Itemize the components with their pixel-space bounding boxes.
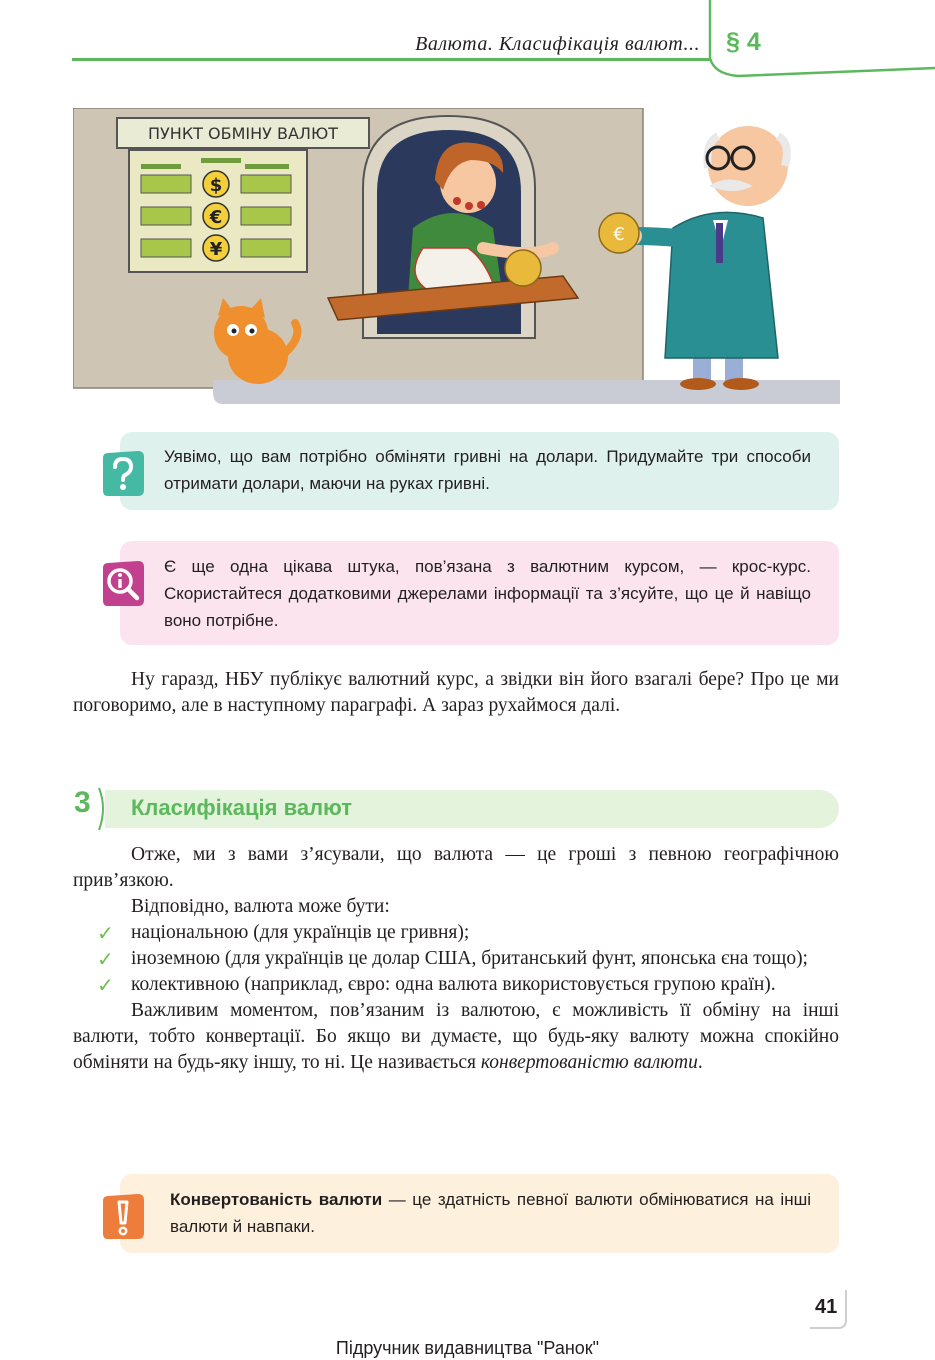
section-body (73, 842, 839, 1076)
euro-sign-icon: € (209, 207, 223, 228)
list-item-text: національною (для українців це гривня); (131, 922, 470, 943)
definition-body: — це здатність певної валюти обмінюватися на інші валюти й навпаки. (170, 1190, 811, 1236)
checkmark-icon: ✓ (97, 973, 114, 997)
definition-box (120, 1174, 839, 1253)
list-item (73, 946, 839, 972)
info-search-icon (99, 560, 147, 608)
question-box (120, 432, 839, 510)
body-paragraph-3-text: Важливим моментом, пов’язаним із валютою, є можливість її обміну на інші валюти, тобто конвертації. Бо якщо ви думаєте, що будь-яку валюту можна спокійно обміняти на будь-яку іншу, то ні. Це називається (73, 1000, 839, 1073)
list-item (73, 920, 839, 946)
list-item (73, 972, 839, 998)
question-text: Уявімо, що вам потрібно обміняти гривні на долари. Придумайте три способи отримати долари, маючи на руках гривні. (164, 447, 811, 493)
paragraph-label: § 4 (726, 28, 761, 56)
euro-coin-icon: € (613, 224, 625, 245)
header-rule (72, 58, 712, 61)
list-item-text: іноземною (для українців це долар США, британський фунт, японська єна тощо); (131, 948, 808, 969)
checkmark-icon: ✓ (97, 921, 114, 945)
info-text: Є ще одна цікава штука, пов’язана з валютним курсом, — крос-курс. Скористайтеся додатковими джерелами інформації та з’ясуйте, що це й навіщо воно потрібне. (164, 557, 811, 630)
section-number-bracket (96, 786, 110, 832)
list-item-text: колективною (наприклад, євро: одна валюта використовується групою країн). (131, 974, 776, 995)
convertibility-term: конвертованістю валюти (480, 1052, 698, 1073)
intro-paragraph (73, 667, 839, 719)
question-mark-icon (99, 450, 147, 498)
body-paragraph-2: Відповідно, валюта може бути: (131, 896, 390, 917)
exclamation-icon (99, 1193, 147, 1241)
running-header-title: Валюта. Класифікація валют... (415, 33, 700, 55)
currency-exchange-illustration (73, 108, 840, 406)
info-box (120, 541, 839, 645)
publisher-credit: Підручник видавництва "Ранок" (335, 1338, 600, 1358)
section-title: Класифікація валют (131, 795, 353, 820)
elderly-man-customer (624, 126, 788, 390)
exchange-sign-text: ПУНКТ ОБМІНУ ВАЛЮТ (148, 124, 338, 143)
body-paragraph-1: Отже, ми з вами з’ясували, що валюта — це гроші з певною географічною прив’язкою. (73, 844, 839, 891)
checkmark-icon: ✓ (97, 947, 114, 971)
page-number: 41 (815, 1296, 838, 1318)
intro-text: Ну гаразд, НБУ публікує валютний курс, а звідки він його взагалі бере? Про це ми поговоримо, але в наступному параграфі. А зараз рухаймося далі. (73, 669, 839, 716)
dollar-sign-icon: $ (209, 175, 223, 196)
body-paragraph-3 (73, 998, 839, 1076)
yen-sign-icon: ¥ (209, 239, 223, 260)
definition-term: Конвертованість валюти (170, 1190, 383, 1209)
definition-text (120, 1174, 839, 1240)
body-paragraph-3-end: . (697, 1052, 703, 1073)
section-number: 3 (74, 786, 91, 819)
